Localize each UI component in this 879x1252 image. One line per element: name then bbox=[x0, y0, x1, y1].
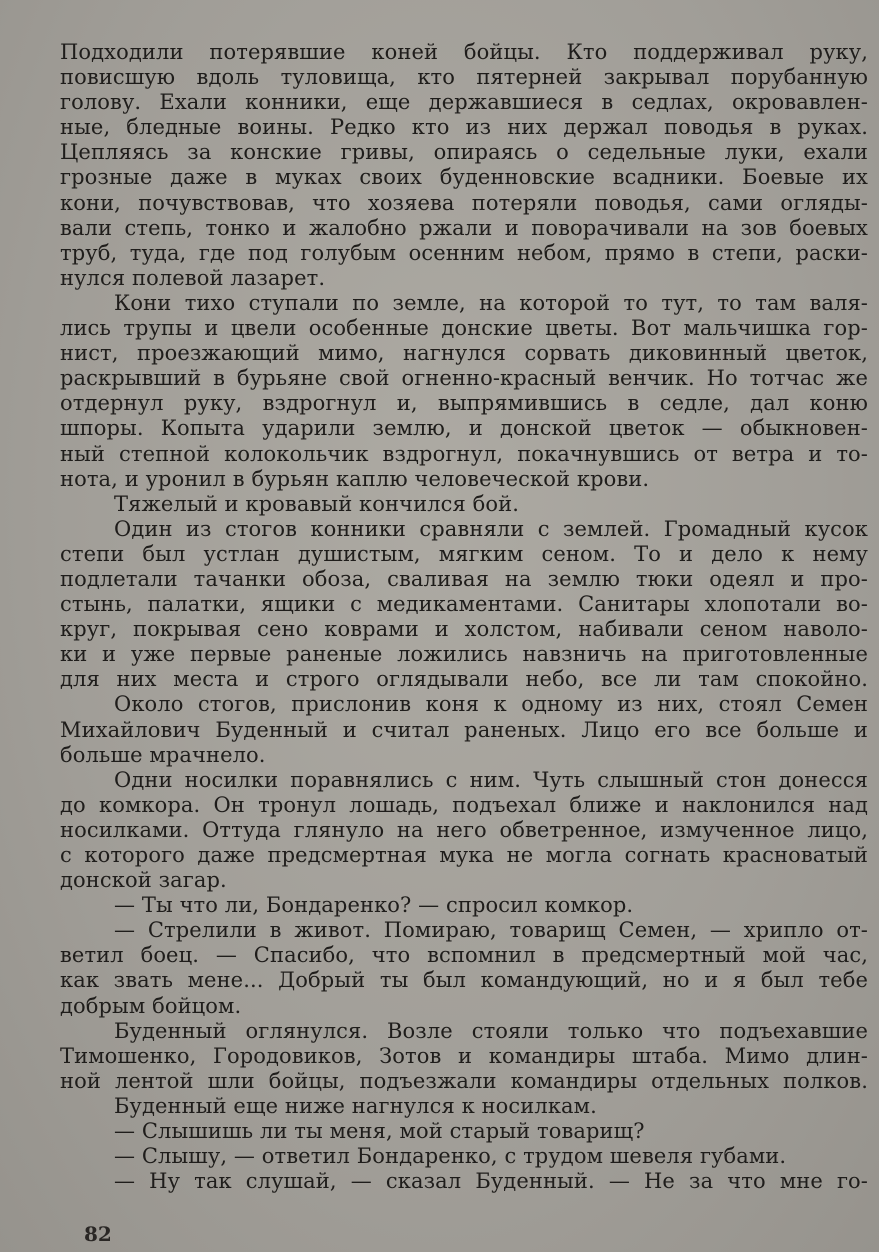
text-line: донской загар. bbox=[60, 868, 227, 893]
text-line: грозные даже в муках своих буденновские всадники. Боевые их bbox=[60, 165, 868, 190]
text-line: — Ты что ли, Бондаренко? — спросил комкор. bbox=[114, 893, 634, 918]
text-line: нота, и уронил в бурьян каплю человеческой крови. bbox=[60, 466, 650, 491]
book-page bbox=[60, 40, 868, 1240]
text-line: вали степь, тонко и жалобно ржали и поворачивали на зов боевых bbox=[60, 215, 868, 240]
text-line: Кони тихо ступали по земле, на которой то тут, то там валя- bbox=[114, 290, 868, 315]
text-line: стынь, палатки, ящики с медикаментами. Санитары хлопотали во- bbox=[60, 592, 868, 617]
text-line: Одни носилки поравнялись с ним. Чуть слышный стон донесся bbox=[114, 767, 868, 792]
text-line: нулся полевой лазарет. bbox=[60, 265, 326, 290]
text-line: Буденный еще ниже нагнулся к носилкам. bbox=[114, 1093, 597, 1118]
text-line: добрым бойцом. bbox=[60, 993, 242, 1018]
text-line: ветил боец. — Спасибо, что вспомнил в предсмертный мой час, bbox=[60, 943, 868, 968]
text-line: кони, почувствовав, что хозяева потеряли поводья, сами огляды- bbox=[60, 190, 868, 215]
text-line: с которого даже предсмертная мука не могла согнать красноватый bbox=[60, 843, 868, 867]
text-line: ные, бледные воины. Редко кто из них держал поводья в руках. bbox=[60, 115, 868, 140]
text-line: до комкора. Он тронул лошадь, подъехал ближе и наклонился над bbox=[60, 792, 868, 817]
text-line: степи был устлан душистым, мягким сеном. То и дело к нему bbox=[60, 541, 868, 566]
text-line: Тимошенко, Городовиков, Зотов и командиры штаба. Мимо длин- bbox=[60, 1043, 868, 1068]
text-line: Тяжелый и кровавый кончился бой. bbox=[114, 491, 519, 516]
text-line: раскрывший в бурьяне свой огненно-красный венчик. Но тотчас же bbox=[60, 366, 868, 391]
text-line: — Ну так слушай, — сказал Буденный. — Не за что мне го- bbox=[114, 1169, 868, 1194]
text-line: нист, проезжающий мимо, нагнулся сорвать диковинный цветок, bbox=[60, 341, 868, 366]
text-line: Подходили потерявшие коней бойцы. Кто поддерживал руку, bbox=[60, 40, 868, 64]
text-line: Около стогов, прислонив коня к одному из них, стоял Семен bbox=[114, 692, 868, 717]
page-number: 82 bbox=[84, 1222, 112, 1246]
text-line: Буденный оглянулся. Возле стояли только что подъехавшие bbox=[114, 1018, 868, 1043]
text-line: отдернул руку, вздрогнул и, выпрямившись в седле, дал коню bbox=[60, 391, 868, 416]
text-line: Михайлович Буденный и считал раненых. Лицо его все больше и bbox=[60, 717, 868, 742]
text-line: ной лентой шли бойцы, подъезжали командиры отдельных полков. bbox=[60, 1068, 868, 1093]
text-line: лись трупы и цвели особенные донские цветы. Вот мальчишка гор- bbox=[60, 316, 868, 341]
text-line: голову. Ехали конники, еще державшиеся в седлах, окровавлен- bbox=[60, 90, 868, 115]
text-line: — Слышу, — ответил Бондаренко, с трудом шевеля губами. bbox=[114, 1144, 787, 1169]
text-line: труб, туда, где под голубым осенним небом, прямо в степи, раски- bbox=[60, 240, 868, 265]
text-line: — Стрелили в живот. Помираю, товарищ Семен, — хрипло от- bbox=[114, 918, 868, 943]
text-line: Цепляясь за конские гривы, опираясь о седельные луки, ехали bbox=[60, 140, 868, 165]
text-line: больше мрачнело. bbox=[60, 742, 266, 767]
text-line: шпоры. Копыта ударили землю, и донской цветок — обыкновен- bbox=[60, 416, 868, 441]
text-line: подлетали тачанки обоза, сваливая на землю тюки одеял и про- bbox=[60, 566, 868, 591]
text-line: — Слышишь ли ты меня, мой старый товарищ? bbox=[114, 1119, 645, 1144]
text-line: носилками. Оттуда глянуло на него обветренное, измученное лицо, bbox=[60, 817, 868, 842]
text-line: ки и уже первые раненые ложились навзничь на приготовленные bbox=[60, 642, 868, 667]
text-line: повисшую вдоль туловища, кто пятерней закрывал порубанную bbox=[60, 65, 868, 90]
text-line: круг, покрывая сено коврами и холстом, набивали сеном наволо- bbox=[60, 617, 868, 642]
text-line: Один из стогов конники сравняли с землей. Громадный кусок bbox=[114, 516, 868, 541]
text-line: для них места и строго оглядывали небо, все ли там спокойно. bbox=[60, 667, 868, 692]
text-line: как звать мене... Добрый ты был командующий, но и я был тебе bbox=[60, 968, 868, 993]
text-line: ный степной колокольчик вздрогнул, покачнувшись от ветра и то- bbox=[60, 441, 868, 466]
